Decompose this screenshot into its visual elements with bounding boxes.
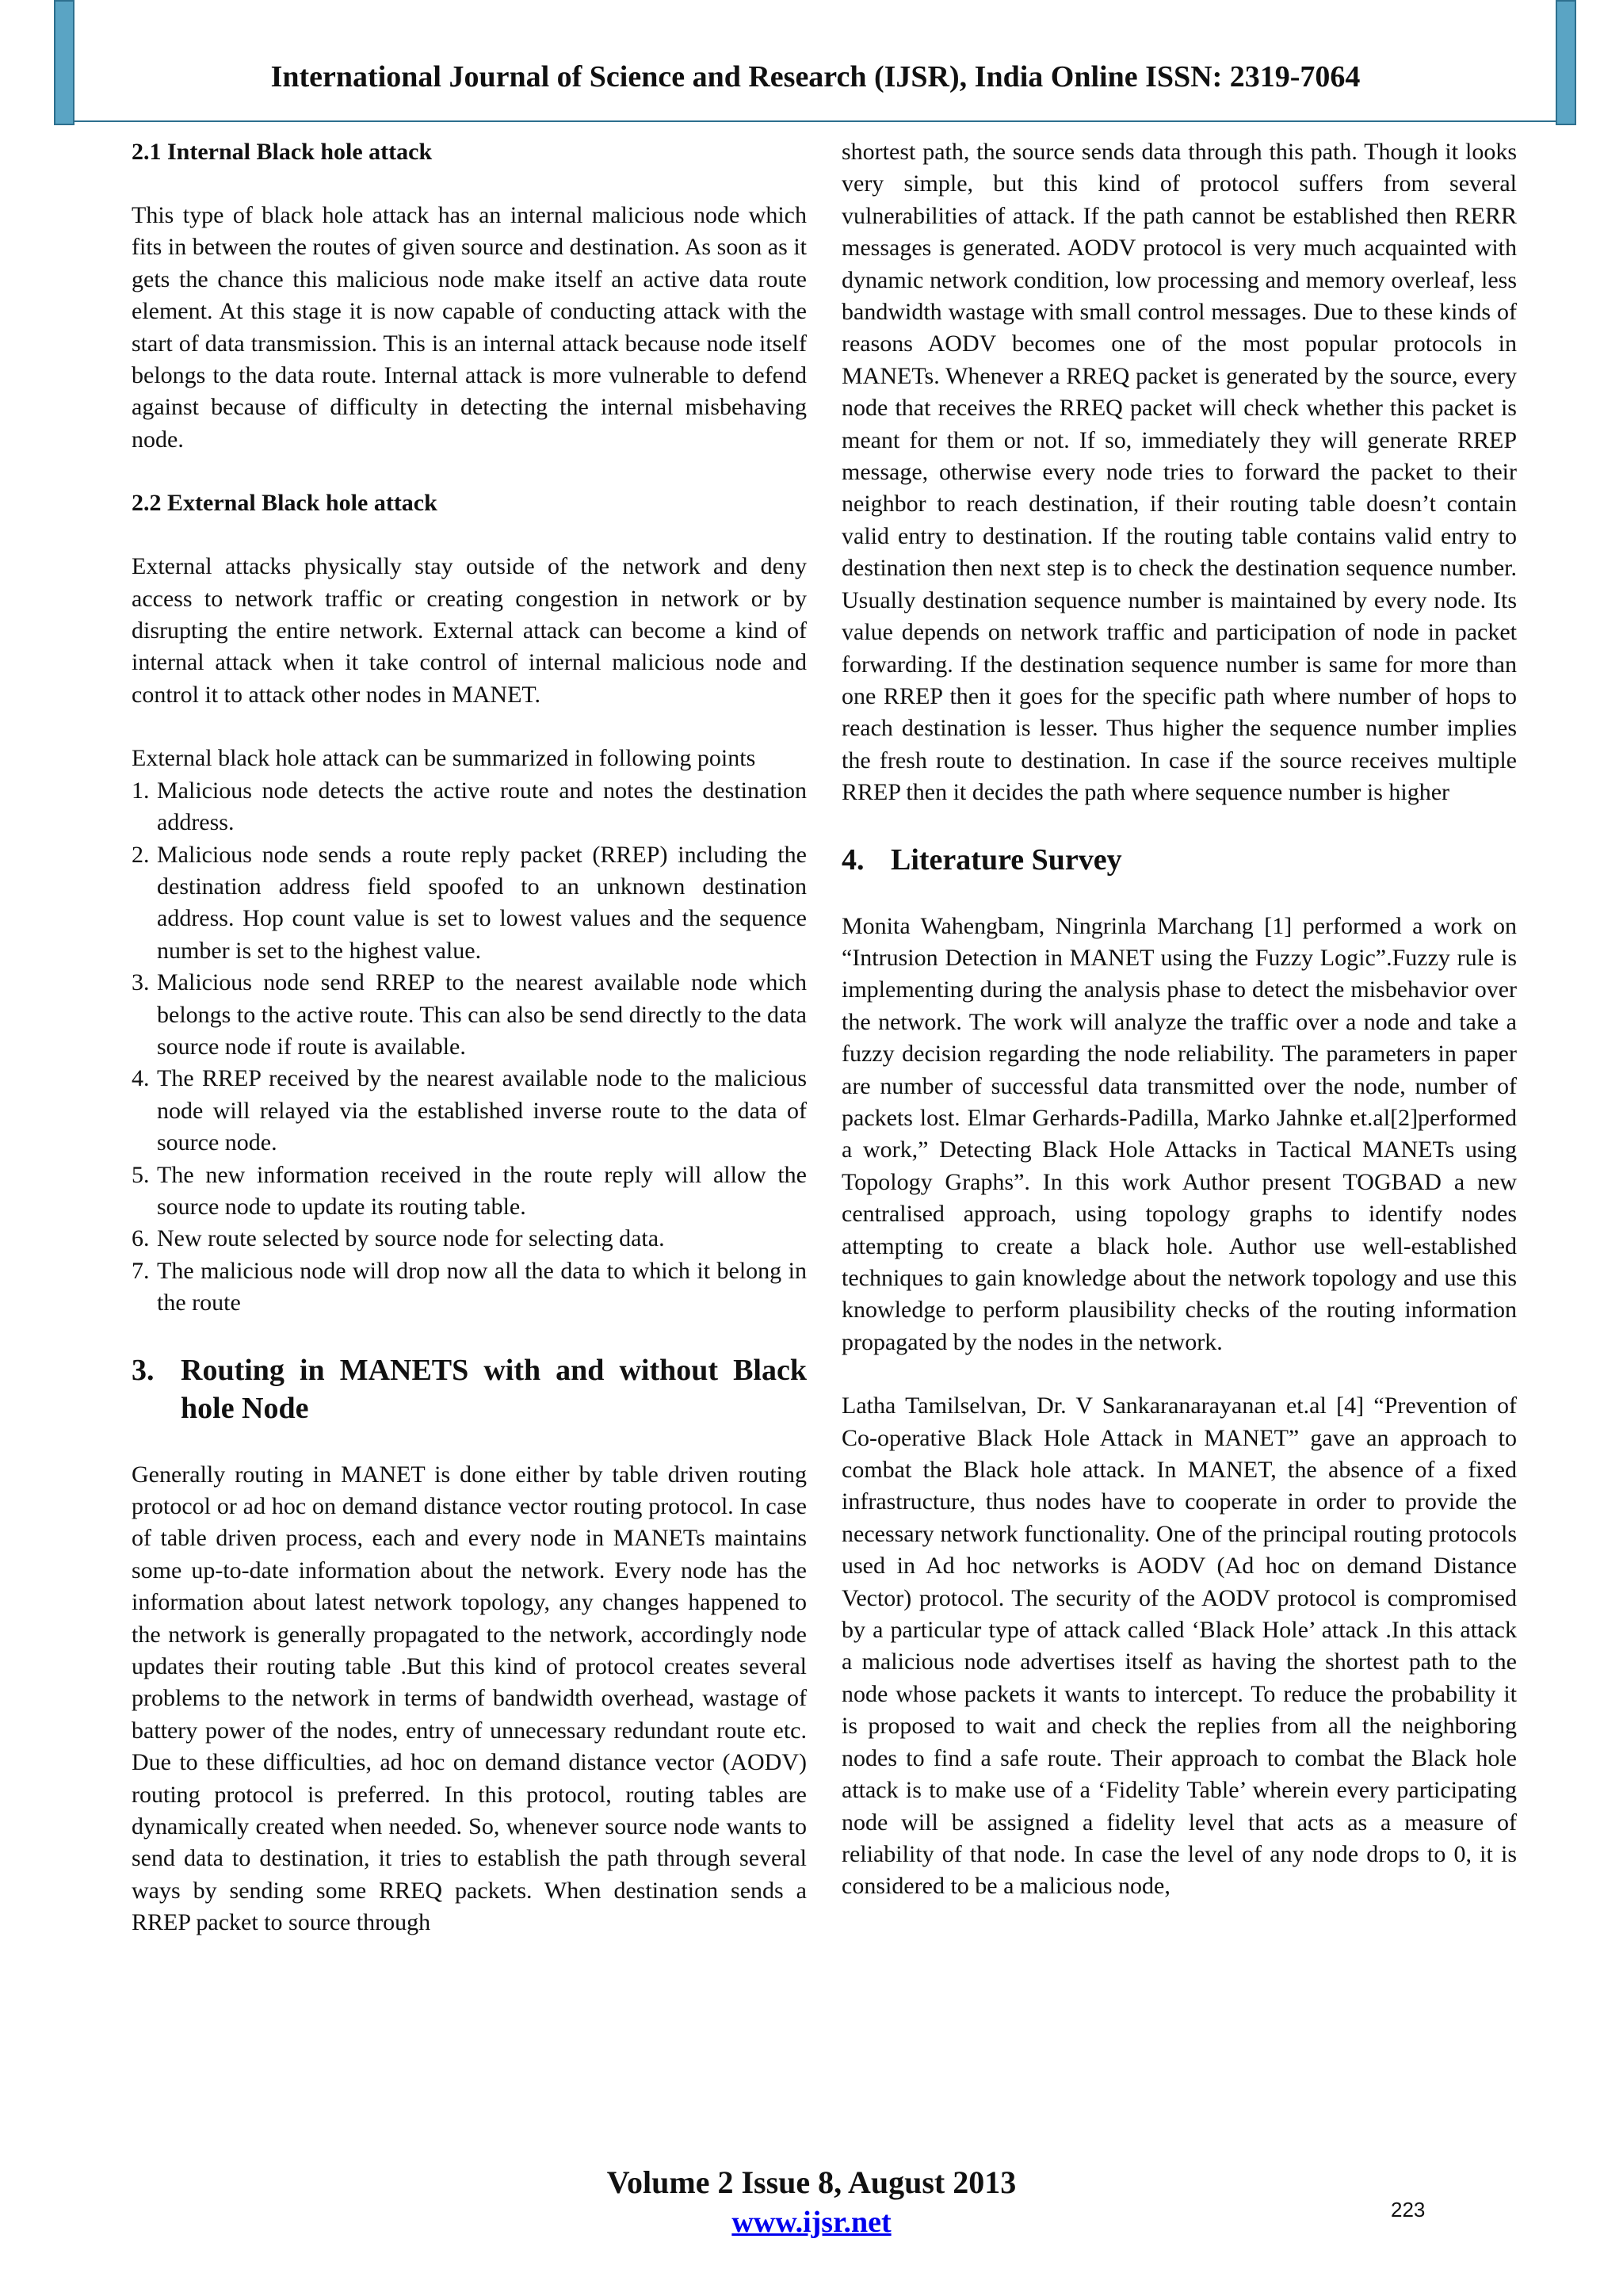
attack-points-list: [132, 775, 807, 1320]
left-column: [132, 136, 807, 1971]
right-column: [842, 136, 1517, 1935]
section-4-number: 4.: [842, 842, 865, 877]
list-item: [132, 967, 807, 1063]
section-2-2-title: 2.2 External Black hole attack: [132, 490, 437, 517]
footer-volume: Volume 2 Issue 8, August 2013: [606, 2164, 1017, 2200]
section-4-heading: [842, 841, 1517, 879]
list-item: [132, 839, 807, 968]
list-item-number: 1.: [132, 777, 150, 804]
footer-journal-link[interactable]: www.ijsr.net: [731, 2206, 892, 2239]
section-2-1-paragraph: This type of black hole attack has an internal malicious node which fits in between the routes of given source and destination. As soon as it gets the chance this malicious node make itself an active data route element. At this stage it is now capable of conducting attack with the start of data transmission. This is an internal attack because node itself belongs to the data route. Internal attack is more vulnerable to defend against because of difficulty in detecting the internal misbehaving node.: [132, 202, 807, 453]
list-item-text: Malicious node send RREP to the nearest available node which belongs to the active route. This can also be send directly to the data source node if route is available.: [157, 969, 807, 1060]
literature-paragraph-1: Monita Wahengbam, Ningrinla Marchang [1] performed a work on “Intrusion Detection in MANET using the Fuzzy Logic”.Fuzzy rule is implementing during the analysis phase to detect the misbehavior over the network. The work will analyze the traffic over a node and take a fuzzy decision regarding the node reliability. The parameters in paper are number of successful data transmitted over the node, number of packets lost. Elmar Gerhards-Padilla, Marko Jahnke et.al[2]performed a work,” Detecting Black Hole Attacks in Tactical MANETs using Topology Graphs”. In this work Author present TOGBAD a new centralised approach, using topology graphs to identify nodes attempting to create a black hole. Author use well-established techniques to gain knowledge about the network topology and use this knowledge to perform plausibility checks of the routing information propagated by the nodes in the network.: [842, 912, 1517, 1355]
list-item-number: 6.: [132, 1225, 150, 1252]
list-item-number: 7.: [132, 1257, 150, 1284]
page-number: 223: [1391, 2198, 1426, 2222]
list-item: [132, 775, 807, 839]
header-left-accent-bar: [54, 0, 74, 125]
list-item-number: 5.: [132, 1161, 150, 1188]
header-divider: [74, 120, 1556, 122]
list-item-number: 3.: [132, 969, 150, 996]
header-right-accent-bar: [1556, 0, 1576, 125]
list-item-number: 2.: [132, 841, 150, 868]
list-item: [132, 1063, 807, 1159]
list-item-text: The RREP received by the nearest available node to the malicious node will relayed via the established inverse route to the data of source node.: [157, 1065, 807, 1156]
section-3-paragraph: Generally routing in MANET is done either by table driven routing protocol or ad hoc on demand distance vector routing protocol. In case of table driven process, each and every node in MANETs maintains some up-to-date information about the network. Every node has the information about latest network topology, any changes happened to the network is generally propagated to the network, accordingly node updates their routing table .But this kind of protocol creates several problems to the network in terms of bandwidth overhead, wastage of battery power of the nodes, entry of unnecessary redundant route etc. Due to these difficulties, ad hoc on demand distance vector (AODV) routing protocol is preferred. In this protocol, routing tables are dynamically created when needed. So, whenever source node wants to send data to destination, it tries to establish the path through several ways by sending some RREQ packets. When destination sends a RREP packet to source through: [132, 1461, 807, 1936]
section-2-2-paragraph: External attacks physically stay outside of the network and deny access to network traffic or creating congestion in network or by disrupting the entire network. External attack can become a kind of internal attack when it take control of internal malicious node and control it to attack other nodes in MANET.: [132, 553, 807, 708]
list-item-text: The new information received in the route reply will allow the source node to update its routing table.: [157, 1161, 807, 1220]
list-item: [132, 1255, 807, 1320]
section-3-continued-paragraph: shortest path, the source sends data through this path. Though it looks very simple, but this kind of protocol suffers from several vulnerabilities of attack. If the path cannot be established then RERR messages is generated. AODV protocol is very much acquainted with dynamic network condition, low processing and memory overleaf, less bandwidth wastage with small control messages. Due to these kinds of reasons AODV becomes one of the most popular protocols in MANETs. Whenever a RREQ packet is generated by the source, every node that receives the RREQ packet will check whether this packet is meant for them or not. If so, immediately they will generate RREP message, otherwise every node tries to forward the packet to their neighbor to reach destination, if their routing table doesn’t contain valid entry to destination. If the routing table contains valid entry to destination then next step is to check the destination sequence number. Usually destination sequence number is maintained by every node. Its value depends on network traffic and participation of node in packet forwarding. If the destination sequence number is same for more than one RREP then it goes for the specific path where number of hops to reach destination is lesser. Thus higher the sequence number implies the fresh route to destination. In case if the source receives multiple RREP then it decides the path where sequence number is higher: [842, 139, 1517, 806]
list-item-text: The malicious node will drop now all the data to which it belong in the route: [157, 1257, 807, 1316]
section-3-title: Routing in MANETS with and without Black hole Node: [181, 1353, 807, 1425]
list-item-text: Malicious node sends a route reply packet (RREP) including the destination address field spoofed to an unknown destination address. Hop count value is set to lowest values and the sequence number is set to the highest value.: [157, 841, 807, 964]
section-4-title: Literature Survey: [891, 842, 1122, 877]
section-3-heading: [132, 1351, 807, 1427]
section-3-number: 3.: [132, 1353, 155, 1387]
list-item: [132, 1223, 807, 1255]
list-item: [132, 1159, 807, 1224]
journal-header: International Journal of Science and Research (IJSR), India Online ISSN: 2319-7064: [270, 60, 1361, 94]
list-item-text: Malicious node detects the active route and notes the destination address.: [157, 777, 807, 836]
literature-paragraph-2: Latha Tamilselvan, Dr. V Sankaranarayanan et.al [4] “Prevention of Co-operative Black Hole Attack in MANET” gave an approach to combat the Black hole attack. In MANET, the absence of a fixed infrastructure, thus nodes have to cooperate in order to provide the necessary network functionality. One of the principal routing protocols used in Ad hoc networks is AODV (Ad hoc on demand Distance Vector) protocol. The security of the AODV protocol is compromised by a particular type of attack called ‘Black Hole’ attack .In this attack a malicious node advertises itself as having the shortest path to the node whose packets it wants to intercept. To reduce the probability it is proposed to wait and check the replies from all the neighboring nodes to find a safe route. Their approach to combat the Black hole attack is to make use of a ‘Fidelity Table’ wherein every participating node will be assigned a fidelity level that acts as a measure of reliability of that node. In case the level of any node drops to 0, it is considered to be a malicious node,: [842, 1392, 1517, 1900]
list-item-text: New route selected by source node for selecting data.: [157, 1225, 665, 1252]
points-intro: External black hole attack can be summarized in following points: [132, 745, 756, 772]
section-2-1-title: 2.1 Internal Black hole attack: [132, 139, 433, 165]
list-item-number: 4.: [132, 1065, 150, 1092]
